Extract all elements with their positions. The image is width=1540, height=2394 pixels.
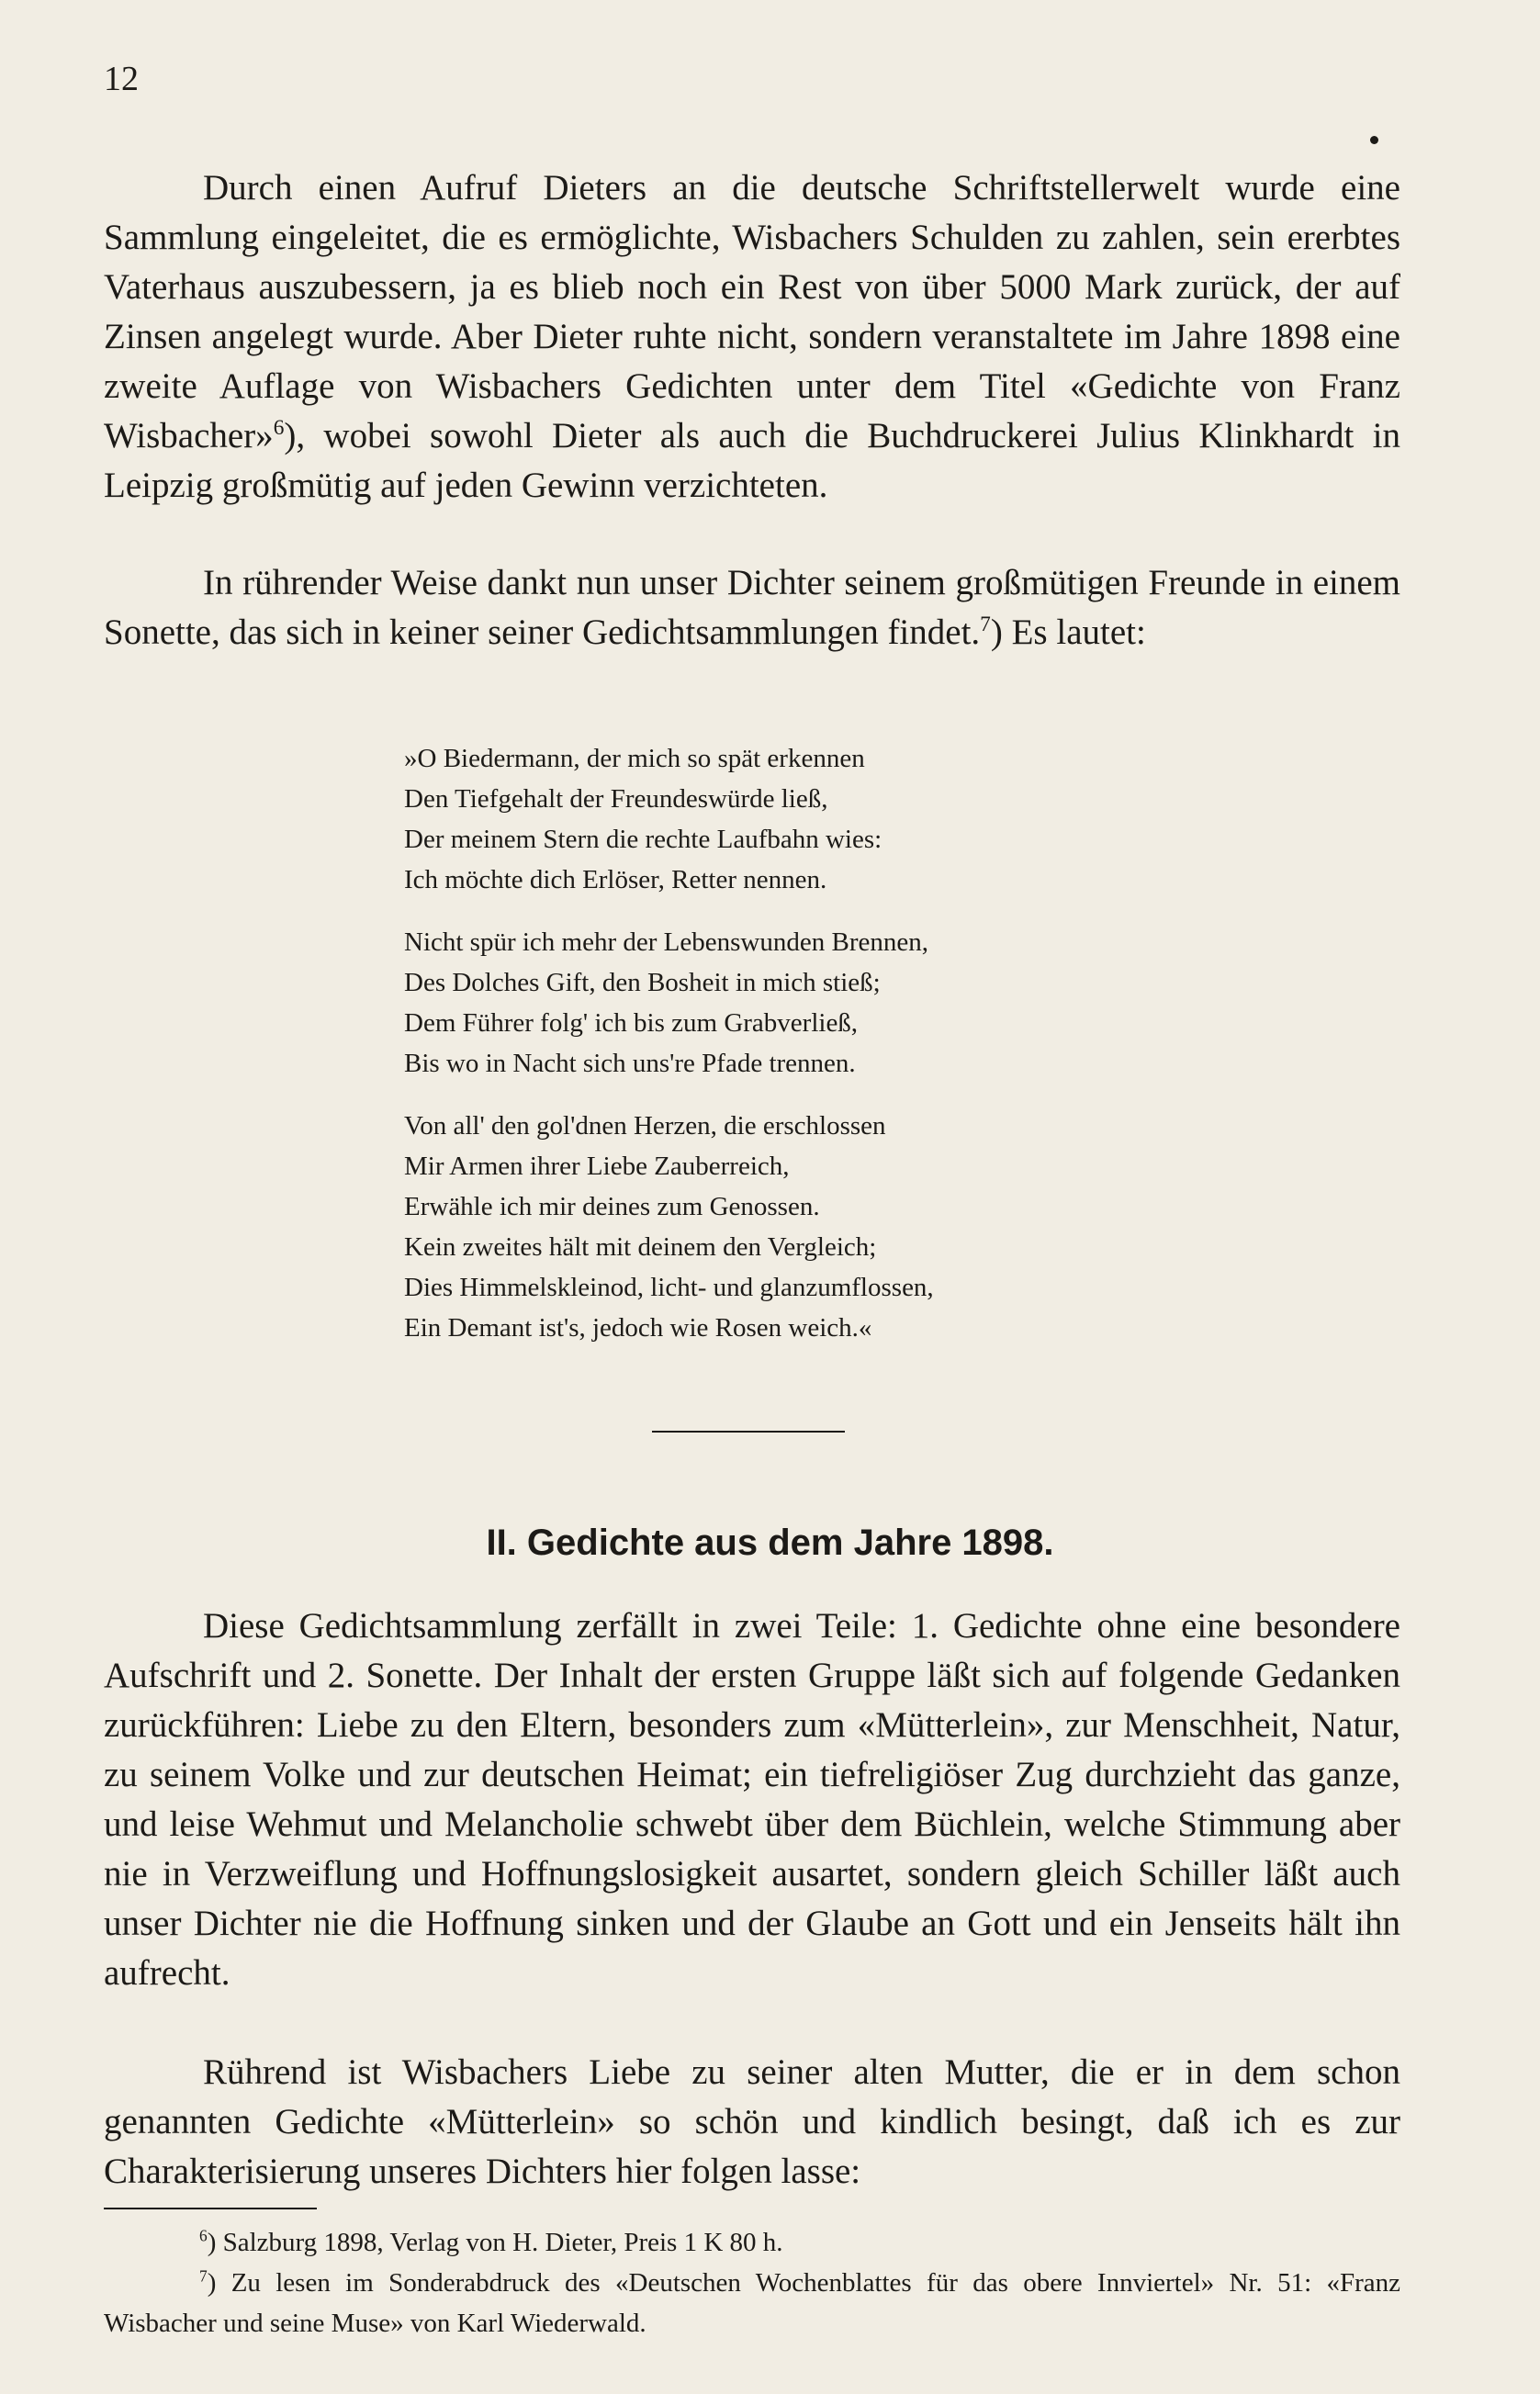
stanza-2 (404, 922, 934, 1084)
section-divider (652, 1431, 845, 1433)
poem-line: »O Biedermann, der mich so spät erkennen (404, 744, 865, 773)
poem-line: Nicht spür ich mehr der Lebenswunden Brennen, (404, 927, 928, 957)
poem-line: Bis wo in Nacht sich uns're Pfade trennen. (404, 1049, 856, 1078)
poem-line: Dies Himmelskleinod, licht- und glanzumflossen, (404, 1273, 934, 1302)
sonnet (404, 738, 934, 1370)
footnote-ref-6: 6 (273, 416, 285, 440)
paragraph-text: In rührender Weise dankt nun unser Dichter seinem großmütigen Freunde in einem Sonette, das sich in keiner seiner Gedichtsammlungen findet. (104, 563, 1400, 652)
poem-line: Von all' den gol'dnen Herzen, die erschlossen (404, 1111, 886, 1141)
paragraph-mutter (104, 2048, 1400, 2197)
stanza-1 (404, 738, 934, 900)
poem-line: Ich möchte dich Erlöser, Retter nennen. (404, 865, 827, 894)
paragraph-text-end: ), wobei sowohl Dieter als auch die Buchdruckerei Julius Klinkhardt in Leipzig großmütig auf jeden Gewinn verzichteten. (104, 416, 1400, 505)
poem-line: Erwähle ich mir deines zum Genossen. (404, 1192, 820, 1221)
poem-line: Den Tiefgehalt der Freundeswürde ließ, (404, 784, 828, 814)
paragraph-dank (104, 558, 1400, 658)
paragraph-text: Diese Gedichtsammlung zerfällt in zwei Teile: 1. Gedichte ohne eine besondere Aufschrift und 2. Sonette. Der Inhalt der ersten Gruppe läßt sich auf folgende Gedanken zurückführen: Liebe zu den Eltern, besonders zum «Mütterlein», zur Menschheit, Natur, zu seinem Volke und zur deutschen Heimat; ein tiefreligiöser Zug durchzieht das ganze, und leise Wehmut und Melancholie schwebt über dem Büchlein, welche Stimmung aber nie in Verzweiflung und Hoffnungslosigkeit ausartet, sondern gleich Schiller läßt auch unser Dichter nie die Hoffnung sinken und der Glaube an Gott und ein Jenseits hält ihn aufrecht. (104, 1606, 1400, 1993)
footnote-rule (104, 2208, 317, 2209)
paragraph-text-end: ) Es lautet: (990, 613, 1146, 652)
footnote-mark: 7 (199, 2266, 208, 2286)
poem-line: Des Dolches Gift, den Bosheit in mich stieß; (404, 968, 881, 997)
footnote-text: ) Salzburg 1898, Verlag von H. Dieter, Preis 1 K 80 h. (207, 2228, 783, 2257)
poem-line: Mir Armen ihrer Liebe Zauberreich, (404, 1152, 790, 1181)
footnote-7 (104, 2263, 1400, 2343)
section-heading: II. Gedichte aus dem Jahre 1898. (486, 1523, 1054, 1563)
paragraph-text: Durch einen Aufruf Dieters an die deutsche Schriftstellerwelt wurde eine Sammlung eingeleitet, die es ermöglichte, Wisbachers Schulden zu zahlen, sein ererbtes Vaterhaus auszubessern, ja es blieb noch ein Rest von über 5000 Mark zurück, der auf Zinsen angelegt wurde. Aber Dieter ruhte nicht, sondern veranstaltete im Jahre 1898 eine zweite Auflage von Wisbachers Gedichten unter dem Titel «Gedichte von Franz Wisbacher» (104, 168, 1400, 455)
footnote-ref-7: 7 (980, 613, 991, 636)
paragraph-inhalt (104, 1602, 1400, 1998)
poem-line: Der meinem Stern die rechte Laufbahn wies: (404, 825, 882, 854)
poem-line: Ein Demant ist's, jedoch wie Rosen weich.« (404, 1313, 872, 1343)
stanza-3 (404, 1106, 934, 1348)
poem-line: Dem Führer folg' ich bis zum Grabverließ, (404, 1008, 859, 1038)
poem-line: Kein zweites hält mit deinem den Vergleich; (404, 1232, 877, 1262)
print-speck (1370, 136, 1378, 144)
paragraph-text: Rührend ist Wisbachers Liebe zu seiner alten Mutter, die er in dem schon genannten Gedichte «Mütterlein» so schön und kindlich besingt, daß ich es zur Charakterisierung unseres Dichters hier folgen lasse: (104, 2052, 1400, 2191)
paragraph-aufruf (104, 163, 1400, 511)
footnote-mark: 6 (199, 2226, 208, 2245)
footnote-text: ) Zu lesen im Sonderabdruck des «Deutschen Wochenblattes für das obere Innviertel» Nr. 51: «Franz Wisbacher und seine Muse» von Karl Wiederwald. (104, 2268, 1400, 2338)
page-number: 12 (104, 60, 139, 98)
footnotes (104, 2222, 1400, 2343)
footnote-6 (104, 2222, 1400, 2263)
